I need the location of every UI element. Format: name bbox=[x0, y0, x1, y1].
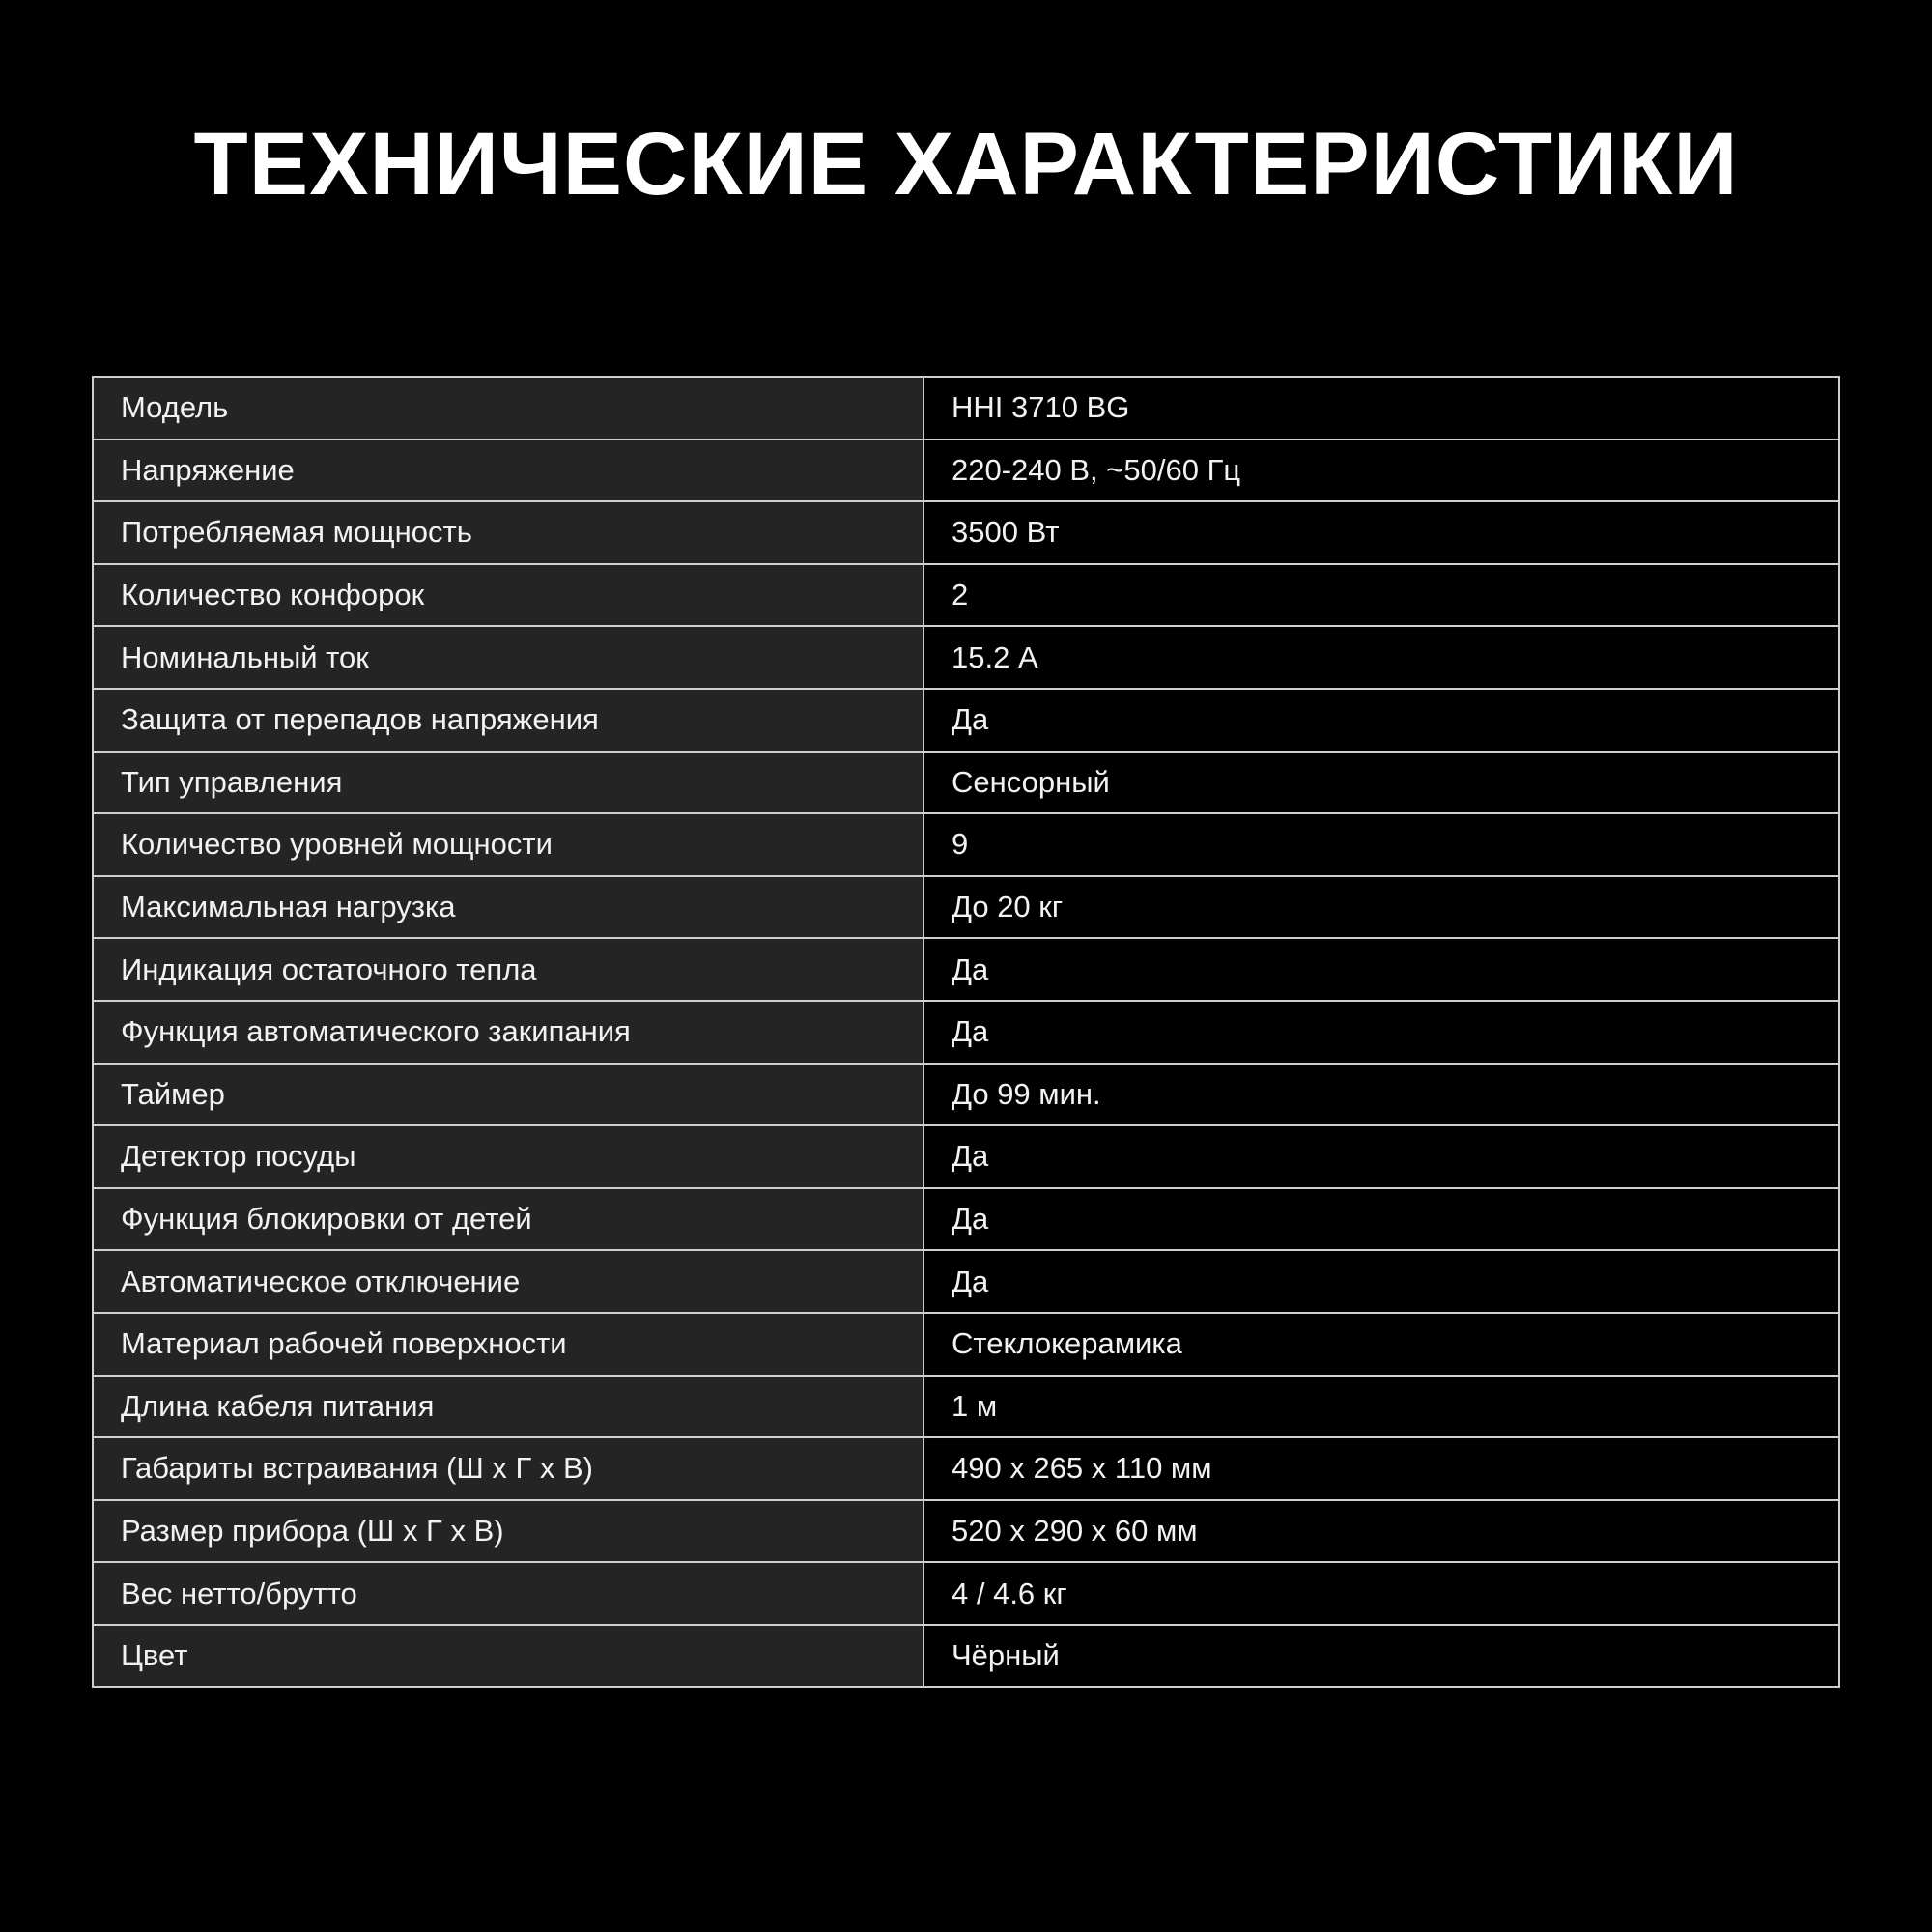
spec-row bbox=[93, 1064, 1839, 1126]
spec-row bbox=[93, 813, 1839, 876]
spec-value-cell: 15.2 А bbox=[923, 626, 1839, 689]
spec-value-cell: HHI 3710 BG bbox=[923, 377, 1839, 440]
spec-value-cell: 220-240 В, ~50/60 Гц bbox=[923, 440, 1839, 502]
spec-param-cell: Защита от перепадов напряжения bbox=[93, 689, 923, 752]
spec-row bbox=[93, 564, 1839, 627]
spec-value-cell: Да bbox=[923, 1250, 1839, 1313]
spec-row bbox=[93, 1313, 1839, 1376]
spec-value-cell: Да bbox=[923, 1001, 1839, 1064]
spec-value-cell: До 20 кг bbox=[923, 876, 1839, 939]
spec-value-cell: Да bbox=[923, 938, 1839, 1001]
spec-row bbox=[93, 752, 1839, 814]
spec-param-cell: Индикация остаточного тепла bbox=[93, 938, 923, 1001]
spec-param-cell: Тип управления bbox=[93, 752, 923, 814]
page-title: ТЕХНИЧЕСКИЕ ХАРАКТЕРИСТИКИ bbox=[193, 115, 1739, 213]
spec-param-cell: Цвет bbox=[93, 1625, 923, 1688]
spec-value-cell: Да bbox=[923, 1188, 1839, 1251]
spec-value-cell: 3500 Вт bbox=[923, 501, 1839, 564]
spec-value-cell: Да bbox=[923, 1125, 1839, 1188]
spec-value-cell: 2 bbox=[923, 564, 1839, 627]
spec-row bbox=[93, 1562, 1839, 1625]
spec-row bbox=[93, 1437, 1839, 1500]
spec-param-cell: Автоматическое отключение bbox=[93, 1250, 923, 1313]
spec-row bbox=[93, 876, 1839, 939]
spec-value-cell: 9 bbox=[923, 813, 1839, 876]
spec-param-cell: Количество уровней мощности bbox=[93, 813, 923, 876]
spec-value-cell: Сенсорный bbox=[923, 752, 1839, 814]
spec-param-cell: Материал рабочей поверхности bbox=[93, 1313, 923, 1376]
spec-row bbox=[93, 1376, 1839, 1438]
spec-param-cell: Таймер bbox=[93, 1064, 923, 1126]
spec-row bbox=[93, 501, 1839, 564]
spec-row bbox=[93, 938, 1839, 1001]
spec-value-cell: Чёрный bbox=[923, 1625, 1839, 1688]
spec-row bbox=[93, 1500, 1839, 1563]
spec-row bbox=[93, 1001, 1839, 1064]
spec-row bbox=[93, 1125, 1839, 1188]
spec-param-cell: Размер прибора (Ш х Г х В) bbox=[93, 1500, 923, 1563]
spec-value-cell: Стеклокерамика bbox=[923, 1313, 1839, 1376]
spec-param-cell: Функция блокировки от детей bbox=[93, 1188, 923, 1251]
spec-param-cell: Длина кабеля питания bbox=[93, 1376, 923, 1438]
spec-value-cell: До 99 мин. bbox=[923, 1064, 1839, 1126]
spec-param-cell: Номинальный ток bbox=[93, 626, 923, 689]
spec-row bbox=[93, 1250, 1839, 1313]
spec-table bbox=[92, 376, 1840, 1688]
spec-param-cell: Детектор посуды bbox=[93, 1125, 923, 1188]
spec-param-cell: Модель bbox=[93, 377, 923, 440]
spec-row bbox=[93, 440, 1839, 502]
spec-row bbox=[93, 1188, 1839, 1251]
spec-param-cell: Габариты встраивания (Ш х Г х В) bbox=[93, 1437, 923, 1500]
spec-param-cell: Напряжение bbox=[93, 440, 923, 502]
spec-row bbox=[93, 626, 1839, 689]
spec-row bbox=[93, 689, 1839, 752]
spec-value-cell: 520 х 290 х 60 мм bbox=[923, 1500, 1839, 1563]
spec-param-cell: Потребляемая мощность bbox=[93, 501, 923, 564]
spec-value-cell: 4 / 4.6 кг bbox=[923, 1562, 1839, 1625]
spec-param-cell: Функция автоматического закипания bbox=[93, 1001, 923, 1064]
spec-param-cell: Вес нетто/брутто bbox=[93, 1562, 923, 1625]
spec-row bbox=[93, 377, 1839, 440]
spec-row bbox=[93, 1625, 1839, 1688]
spec-param-cell: Количество конфорок bbox=[93, 564, 923, 627]
spec-value-cell: Да bbox=[923, 689, 1839, 752]
spec-table-body bbox=[93, 377, 1839, 1687]
spec-param-cell: Максимальная нагрузка bbox=[93, 876, 923, 939]
spec-value-cell: 490 х 265 х 110 мм bbox=[923, 1437, 1839, 1500]
spec-value-cell: 1 м bbox=[923, 1376, 1839, 1438]
